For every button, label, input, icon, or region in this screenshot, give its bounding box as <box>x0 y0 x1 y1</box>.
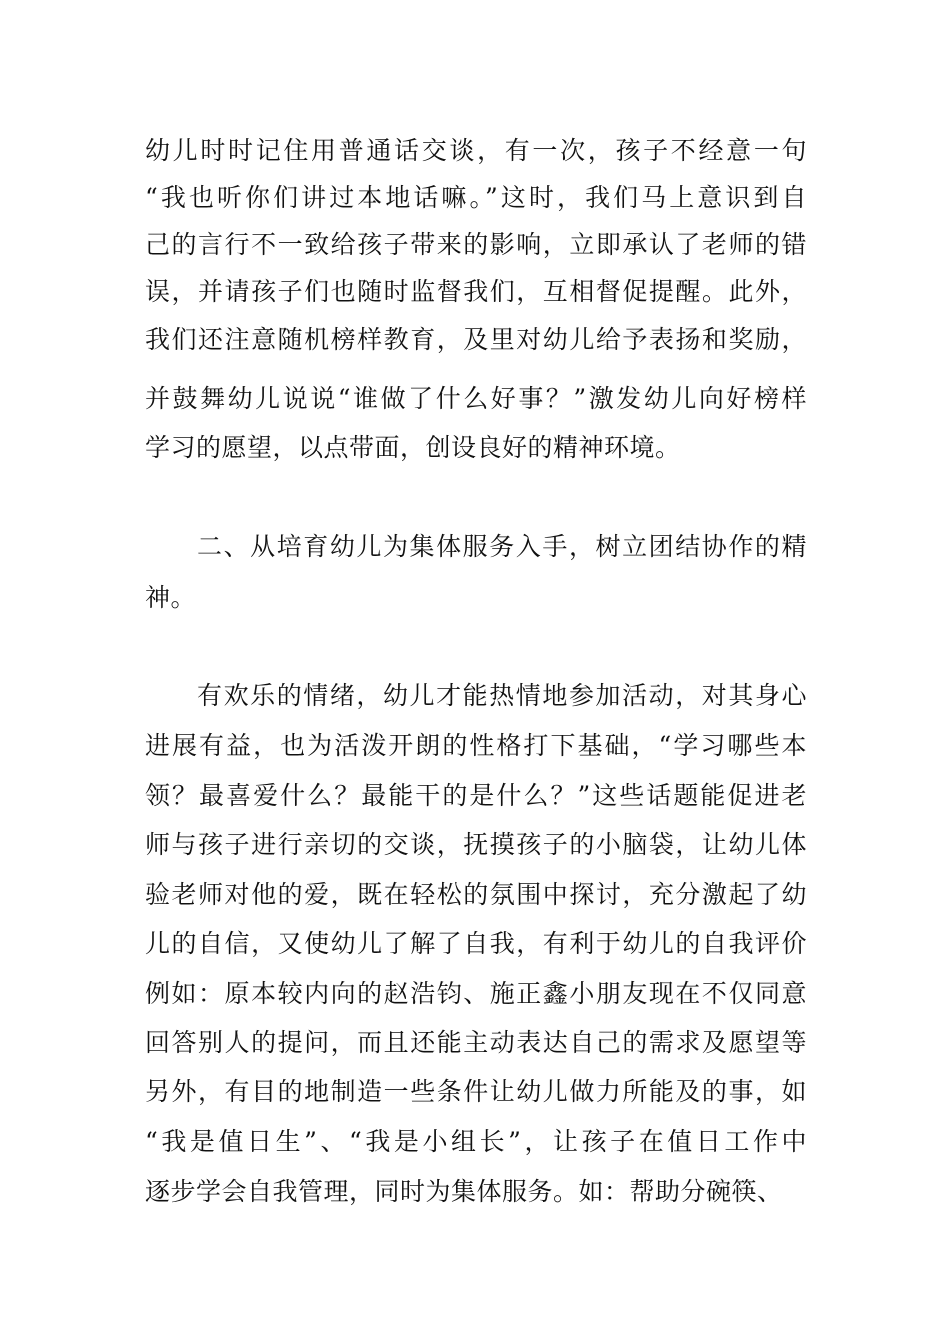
text-line: “我也听你们讲过本地话嘛。”这时，我们马上意识到自 <box>145 183 807 212</box>
text-line: 另外，有目的地制造一些条件让幼儿做力所能及的事，如 <box>145 1077 807 1106</box>
text-line: “我是值日生”、“我是小组长”，让孩子在值日工作中 <box>145 1127 807 1156</box>
text-line: 儿的自信，又使幼儿了解了自我，有利于幼儿的自我评价 <box>145 929 807 958</box>
text-line: 进展有益，也为活泼开朗的性格打下基础，“学习哪些本 <box>145 731 807 760</box>
text-line: 例如：原本较内向的赵浩钧、施正鑫小朋友现在不仅同意 <box>145 979 807 1008</box>
text-line: 学习的愿望，以点带面，创设良好的精神环境。 <box>145 433 681 462</box>
text-line: 验老师对他的爱，既在轻松的氛围中探讨，充分激起了幼 <box>145 880 807 909</box>
text-line: 己的言行不一致给孩子带来的影响，立即承认了老师的错 <box>145 230 807 259</box>
text-line: 幼儿时时记住用普通话交谈，有一次，孩子不经意一句 <box>145 136 807 165</box>
text-line: 误，并请孩子们也随时监督我们，互相督促提醒。此外， <box>145 277 807 306</box>
heading-line: 二、从培育幼儿为集体服务入手，树立团结协作的精 <box>197 532 807 561</box>
text-line: 有欢乐的情绪，幼儿才能热情地参加活动，对其身心 <box>197 681 807 710</box>
heading-line: 神。 <box>145 583 197 612</box>
text-line: 回答别人的提问，而且还能主动表达自己的需求及愿望等 <box>145 1028 807 1057</box>
text-line: 师与孩子进行亲切的交谈，抚摸孩子的小脑袋，让幼儿体 <box>145 830 807 859</box>
text-line: 我们还注意随机榜样教育，及里对幼儿给予表扬和奖励， <box>145 325 807 354</box>
text-line: 并鼓舞幼儿说说“谁做了什么好事？”激发幼儿向好榜样 <box>145 384 807 413</box>
text-line: 领？最喜爱什么？最能干的是什么？”这些话题能促进老 <box>145 781 807 810</box>
text-line: 逐步学会自我管理，同时为集体服务。如：帮助分碗筷、 <box>145 1177 783 1206</box>
